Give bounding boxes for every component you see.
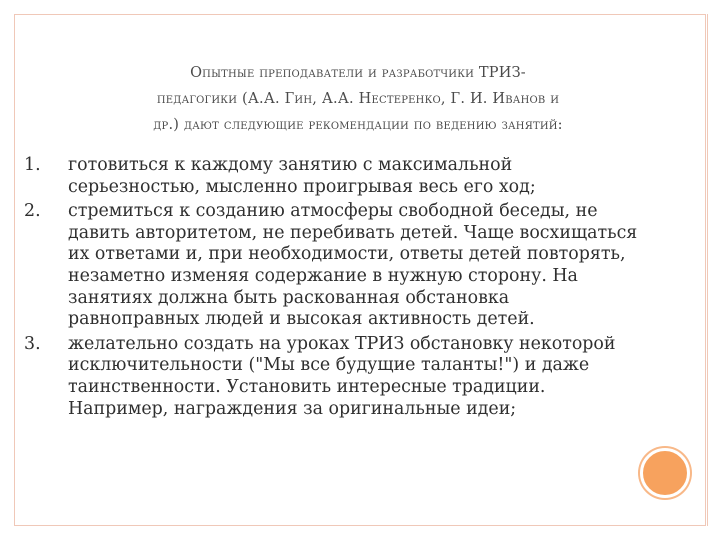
slide-title [58, 60, 658, 138]
list-item [24, 155, 644, 198]
list-item-number: 1. [24, 155, 41, 175]
list-item-number: 2. [24, 201, 41, 222]
recommendations-list [24, 155, 644, 423]
title-line-1: Опытные преподаватели и разработчики ТРИЗ- [190, 65, 526, 81]
list-item-text: готовиться к каждому занятию с максимальной серьезностью, мысленно проигрывая весь его ход; [68, 155, 536, 197]
list-item-text: стремиться к созданию атмосферы свободной беседы, не давить авторитетом, не перебивать детей. Чаще восхищаться их ответами и, при необходимости, ответы детей повторять, незаметно изменяя содержание в нужную сторону. На занятиях должна быть раскованная обстановка равноправных людей и высокая активность детей. [68, 201, 638, 330]
decorative-circle-icon [640, 448, 690, 498]
list-item [24, 201, 644, 331]
list-item-text: желательно создать на уроках ТРИЗ обстановку некоторой исключительности ("Мы все будущие таланты!") и даже таинственности. Установить интересные традиции. Например, награждения за оригинальные идеи; [68, 333, 616, 419]
title-line-2: педагогики (А.А. Гин, А.А. Нестеренко, Г. И. Иванов и [156, 91, 560, 107]
slide-frame-right-line [707, 14, 708, 526]
list-item-number: 3. [24, 333, 41, 354]
title-line-3: др.) дают следующие рекомендации по ведению занятий: [153, 117, 563, 133]
list-item [24, 334, 644, 420]
